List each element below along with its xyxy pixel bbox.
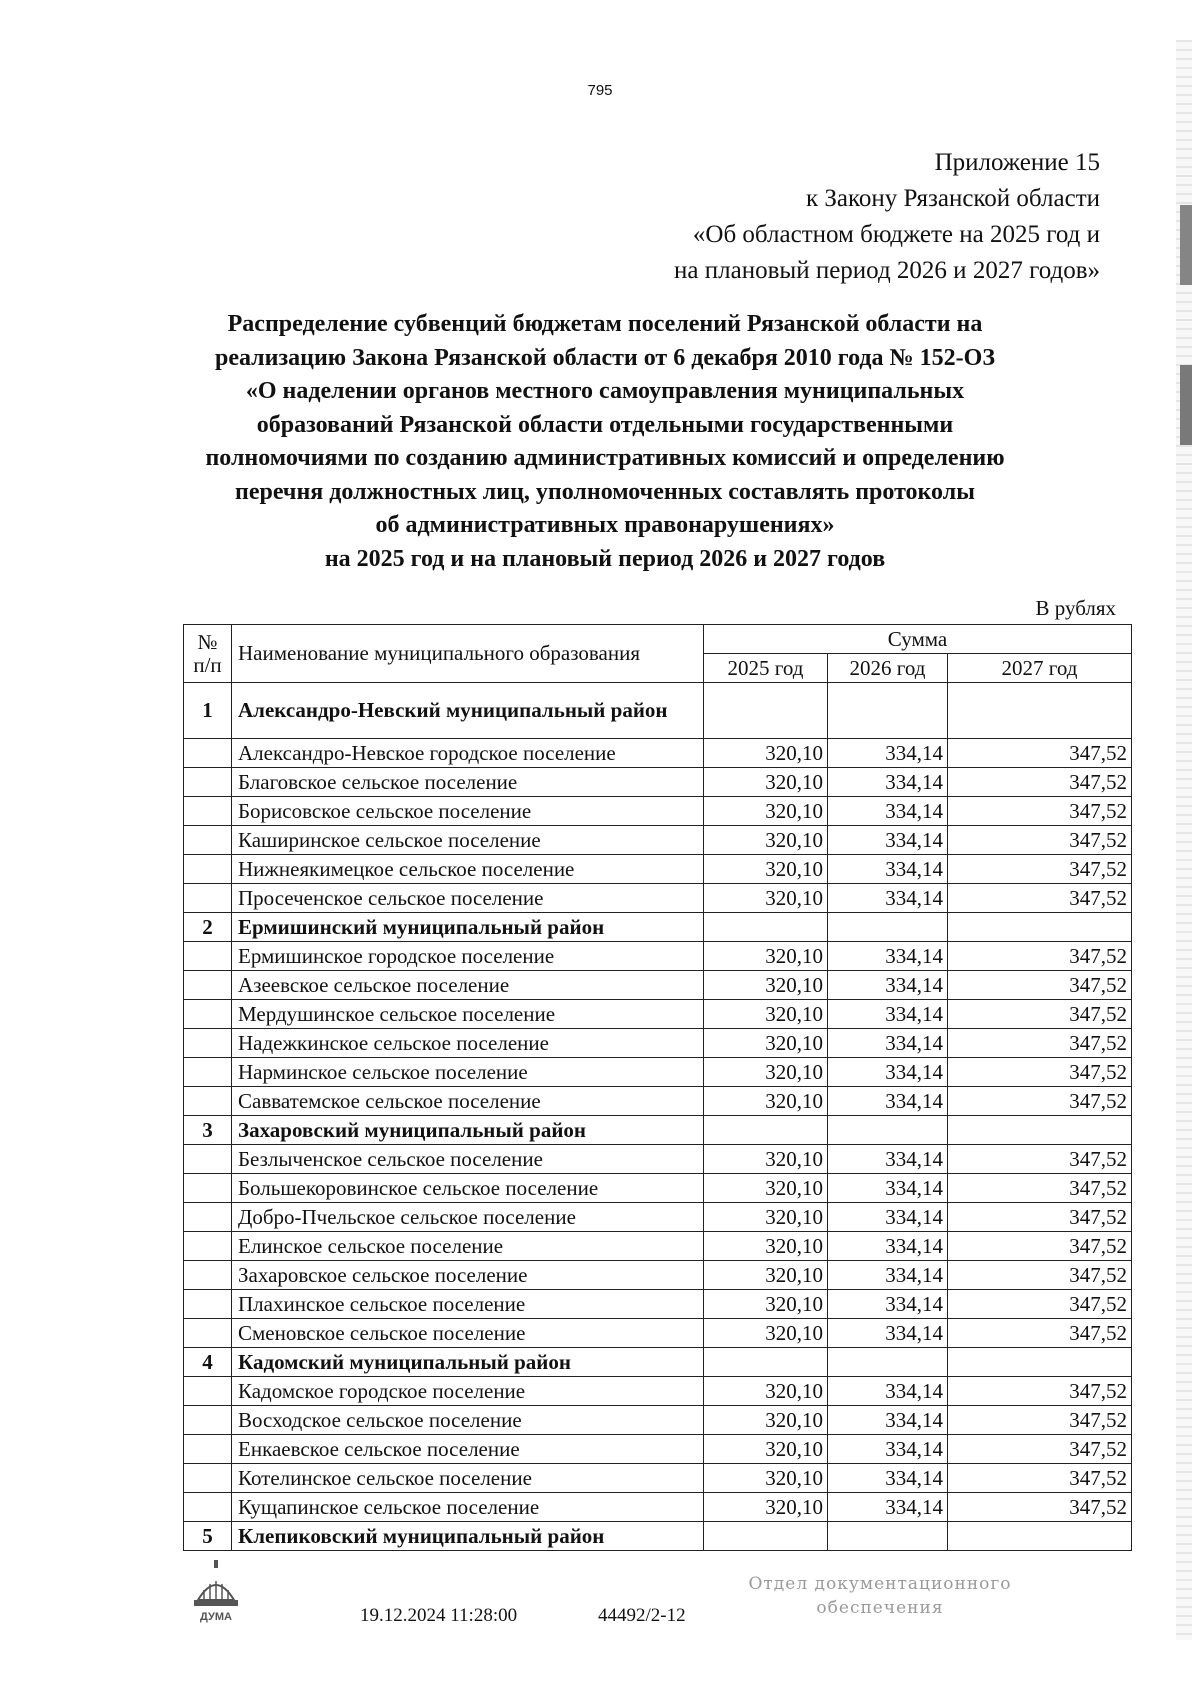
- value-2025: 320,10: [704, 768, 828, 797]
- value-2025: 320,10: [704, 1493, 828, 1522]
- value-2026: [828, 913, 948, 942]
- value-2025: 320,10: [704, 1174, 828, 1203]
- row-index: [184, 1435, 232, 1464]
- title-line: полномочиями по созданию административных комиссий и определению: [205, 445, 1005, 471]
- value-2025: 320,10: [704, 1029, 828, 1058]
- title-line: на 2025 год и на плановый период 2026 и 2027 годов: [324, 545, 886, 572]
- row-index: [184, 942, 232, 971]
- value-2026: 334,14: [828, 1464, 948, 1493]
- row-index: [184, 1145, 232, 1174]
- district-row: [184, 1348, 1132, 1377]
- row-index: 1: [184, 683, 232, 739]
- value-2025: 320,10: [704, 1000, 828, 1029]
- value-2027: [948, 1522, 1132, 1551]
- appendix-block: [674, 145, 1100, 289]
- appendix-line: Приложение 15: [934, 149, 1100, 176]
- value-2025: 320,10: [704, 1058, 828, 1087]
- value-2027: 347,52: [948, 855, 1132, 884]
- row-name: Добро-Пчельское сельское поселение: [232, 1203, 704, 1232]
- value-2027: 347,52: [948, 826, 1132, 855]
- row-index: [184, 1290, 232, 1319]
- value-2027: 347,52: [948, 1435, 1132, 1464]
- row-index: [184, 1261, 232, 1290]
- row-index: 5: [184, 1522, 232, 1551]
- row-index: 4: [184, 1348, 232, 1377]
- row-name: Плахинское сельское поселение: [232, 1290, 704, 1319]
- value-2026: [828, 683, 948, 739]
- header-2025: 2025 год: [704, 654, 828, 683]
- row-name: Большекоровинское сельское поселение: [232, 1174, 704, 1203]
- value-2025: 320,10: [704, 1435, 828, 1464]
- value-2027: 347,52: [948, 1319, 1132, 1348]
- district-row: [184, 913, 1132, 942]
- value-2026: 334,14: [828, 855, 948, 884]
- value-2027: 347,52: [948, 1377, 1132, 1406]
- value-2026: 334,14: [828, 768, 948, 797]
- value-2026: 334,14: [828, 797, 948, 826]
- value-2026: 334,14: [828, 1319, 948, 1348]
- value-2027: 347,52: [948, 1000, 1132, 1029]
- department-stamp: [700, 1572, 1060, 1620]
- row-index: [184, 1232, 232, 1261]
- units-label: В рублях: [1035, 596, 1116, 620]
- table-row: [184, 1087, 1132, 1116]
- row-name: Борисовское сельское поселение: [232, 797, 704, 826]
- value-2027: 347,52: [948, 1058, 1132, 1087]
- row-name: Клепиковский муниципальный район: [232, 1522, 704, 1551]
- row-name: Елинское сельское поселение: [232, 1232, 704, 1261]
- value-2027: 347,52: [948, 1261, 1132, 1290]
- value-2027: 347,52: [948, 1087, 1132, 1116]
- district-row: [184, 683, 1132, 739]
- value-2026: 334,14: [828, 1203, 948, 1232]
- table-row: [184, 1232, 1132, 1261]
- document-title: [140, 308, 1070, 576]
- title-line: об административных правонарушениях»: [375, 512, 835, 538]
- value-2025: 320,10: [704, 1087, 828, 1116]
- value-2026: 334,14: [828, 826, 948, 855]
- table-row: [184, 1203, 1132, 1232]
- table-row: [184, 826, 1132, 855]
- row-index: [184, 797, 232, 826]
- table-row: [184, 1406, 1132, 1435]
- scan-edge-artifact: [1176, 40, 1192, 1640]
- table-row: [184, 884, 1132, 913]
- table-row: [184, 1029, 1132, 1058]
- value-2025: 320,10: [704, 826, 828, 855]
- footer: [0, 1560, 1200, 1650]
- row-index: 3: [184, 1116, 232, 1145]
- row-name: Захаровский муниципальный район: [232, 1116, 704, 1145]
- duma-logo-icon: [190, 1560, 242, 1626]
- table-row: [184, 942, 1132, 971]
- value-2025: 320,10: [704, 1232, 828, 1261]
- district-row: [184, 1522, 1132, 1551]
- value-2026: 334,14: [828, 1232, 948, 1261]
- value-2026: [828, 1348, 948, 1377]
- value-2026: 334,14: [828, 1261, 948, 1290]
- row-name: Азеевское сельское поселение: [232, 971, 704, 1000]
- row-name: Нижнеякимецкое сельское поселение: [232, 855, 704, 884]
- value-2027: 347,52: [948, 1145, 1132, 1174]
- value-2027: 347,52: [948, 1290, 1132, 1319]
- value-2027: 347,52: [948, 1203, 1132, 1232]
- value-2027: 347,52: [948, 768, 1132, 797]
- row-index: [184, 739, 232, 768]
- value-2027: [948, 1116, 1132, 1145]
- value-2027: [948, 1348, 1132, 1377]
- row-index: [184, 1029, 232, 1058]
- row-name: Просеченское сельское поселение: [232, 884, 704, 913]
- row-name: Нарминское сельское поселение: [232, 1058, 704, 1087]
- table-row: [184, 855, 1132, 884]
- value-2026: 334,14: [828, 942, 948, 971]
- row-name: Захаровское сельское поселение: [232, 1261, 704, 1290]
- value-2025: 320,10: [704, 739, 828, 768]
- value-2026: 334,14: [828, 1377, 948, 1406]
- row-name: Каширинское сельское поселение: [232, 826, 704, 855]
- value-2026: 334,14: [828, 1290, 948, 1319]
- value-2026: 334,14: [828, 739, 948, 768]
- row-name: Мердушинское сельское поселение: [232, 1000, 704, 1029]
- value-2027: 347,52: [948, 1464, 1132, 1493]
- value-2026: [828, 1116, 948, 1145]
- table-row: [184, 739, 1132, 768]
- page-number: 795: [587, 82, 613, 99]
- value-2027: 347,52: [948, 1174, 1132, 1203]
- appendix-line: к Закону Рязанской области: [806, 185, 1100, 212]
- row-index: [184, 1087, 232, 1116]
- table-row: [184, 1319, 1132, 1348]
- table-body: [184, 683, 1132, 1551]
- value-2026: [828, 1522, 948, 1551]
- title-line: образований Рязанской области отдельными государственными: [256, 411, 954, 438]
- row-index: [184, 1203, 232, 1232]
- value-2025: [704, 913, 828, 942]
- value-2026: 334,14: [828, 1058, 948, 1087]
- row-index: [184, 1000, 232, 1029]
- value-2026: 334,14: [828, 1406, 948, 1435]
- value-2025: 320,10: [704, 1261, 828, 1290]
- row-index: [184, 1406, 232, 1435]
- value-2026: 334,14: [828, 971, 948, 1000]
- value-2025: 320,10: [704, 797, 828, 826]
- title-line: Распределение субвенций бюджетам поселений Рязанской области на: [227, 311, 983, 337]
- timestamp: 19.12.2024 11:28:00: [360, 1605, 518, 1626]
- table-row: [184, 1174, 1132, 1203]
- row-name: Александро-Невский муниципальный район: [232, 683, 704, 739]
- table-row: [184, 768, 1132, 797]
- value-2025: 320,10: [704, 855, 828, 884]
- value-2025: 320,10: [704, 1377, 828, 1406]
- value-2027: 347,52: [948, 1406, 1132, 1435]
- row-index: [184, 768, 232, 797]
- value-2027: [948, 913, 1132, 942]
- table-header-row: [184, 625, 1132, 654]
- district-row: [184, 1116, 1132, 1145]
- row-name: Кущапинское сельское поселение: [232, 1493, 704, 1522]
- header-name: Наименование муниципального образования: [232, 625, 704, 683]
- row-name: Котелинское сельское поселение: [232, 1464, 704, 1493]
- value-2027: 347,52: [948, 1029, 1132, 1058]
- value-2025: 320,10: [704, 1406, 828, 1435]
- value-2026: 334,14: [828, 1493, 948, 1522]
- value-2026: 334,14: [828, 1145, 948, 1174]
- table-row: [184, 1377, 1132, 1406]
- table-row: [184, 1493, 1132, 1522]
- row-name: Восходское сельское поселение: [232, 1406, 704, 1435]
- title-line: «О наделении органов местного самоуправления муниципальных: [245, 378, 965, 404]
- appendix-line: на плановый период 2026 и 2027 годов»: [674, 257, 1100, 284]
- row-name: Савватемское сельское поселение: [232, 1087, 704, 1116]
- table-row: [184, 1145, 1132, 1174]
- value-2025: [704, 683, 828, 739]
- header-sum: Сумма: [704, 625, 1132, 654]
- stamp-line: Отдел документационного: [748, 1574, 1012, 1594]
- title-line: перечня должностных лиц, уполномоченных составлять протоколы: [235, 478, 975, 505]
- subvention-table: [183, 624, 1132, 1551]
- row-name: Благовское сельское поселение: [232, 768, 704, 797]
- row-name: Александро-Невское городское поселение: [232, 739, 704, 768]
- value-2025: 320,10: [704, 1203, 828, 1232]
- appendix-line: «Об областном бюджете на 2025 год и: [692, 221, 1100, 248]
- row-index: [184, 1319, 232, 1348]
- row-name: Сменовское сельское поселение: [232, 1319, 704, 1348]
- value-2026: 334,14: [828, 1435, 948, 1464]
- value-2025: [704, 1116, 828, 1145]
- row-index: [184, 1058, 232, 1087]
- header-number: [184, 625, 232, 683]
- value-2027: 347,52: [948, 942, 1132, 971]
- header-2026: 2026 год: [828, 654, 948, 683]
- header-2027: 2027 год: [948, 654, 1132, 683]
- table-row: [184, 1000, 1132, 1029]
- value-2027: [948, 683, 1132, 739]
- row-name: Надежкинское сельское поселение: [232, 1029, 704, 1058]
- row-name: Безлыченское сельское поселение: [232, 1145, 704, 1174]
- value-2026: 334,14: [828, 1174, 948, 1203]
- value-2025: [704, 1348, 828, 1377]
- row-index: [184, 855, 232, 884]
- table-row: [184, 1464, 1132, 1493]
- value-2027: 347,52: [948, 1232, 1132, 1261]
- row-name: Енкаевское сельское поселение: [232, 1435, 704, 1464]
- row-index: 2: [184, 913, 232, 942]
- title-line: реализацию Закона Рязанской области от 6 декабря 2010 года № 152-ОЗ: [214, 344, 996, 371]
- value-2027: 347,52: [948, 971, 1132, 1000]
- row-name: Ермишинский муниципальный район: [232, 913, 704, 942]
- row-name: Кадомский муниципальный район: [232, 1348, 704, 1377]
- value-2026: 334,14: [828, 1029, 948, 1058]
- document-number: 44492/2-12: [598, 1605, 686, 1626]
- value-2025: 320,10: [704, 971, 828, 1000]
- row-index: [184, 1464, 232, 1493]
- table-row: [184, 1058, 1132, 1087]
- row-name: Кадомское городское поселение: [232, 1377, 704, 1406]
- row-index: [184, 1493, 232, 1522]
- value-2025: [704, 1522, 828, 1551]
- value-2025: 320,10: [704, 1290, 828, 1319]
- value-2026: 334,14: [828, 1087, 948, 1116]
- row-index: [184, 884, 232, 913]
- stamp-line: обеспечения: [816, 1598, 944, 1618]
- table-row: [184, 797, 1132, 826]
- header-number-line2: п/п: [193, 652, 222, 677]
- row-name: Ермишинское городское поселение: [232, 942, 704, 971]
- table-row: [184, 971, 1132, 1000]
- value-2025: 320,10: [704, 884, 828, 913]
- logo-text: ДУМА: [200, 1611, 232, 1623]
- table-row: [184, 1435, 1132, 1464]
- value-2027: 347,52: [948, 1493, 1132, 1522]
- table-row: [184, 1261, 1132, 1290]
- row-index: [184, 826, 232, 855]
- value-2026: 334,14: [828, 884, 948, 913]
- value-2027: 347,52: [948, 739, 1132, 768]
- header-number-line1: №: [197, 629, 218, 654]
- value-2027: 347,52: [948, 797, 1132, 826]
- row-index: [184, 1377, 232, 1406]
- value-2027: 347,52: [948, 884, 1132, 913]
- row-index: [184, 1174, 232, 1203]
- value-2025: 320,10: [704, 1145, 828, 1174]
- value-2025: 320,10: [704, 1464, 828, 1493]
- value-2026: 334,14: [828, 1000, 948, 1029]
- row-index: [184, 971, 232, 1000]
- value-2025: 320,10: [704, 942, 828, 971]
- table-row: [184, 1290, 1132, 1319]
- value-2025: 320,10: [704, 1319, 828, 1348]
